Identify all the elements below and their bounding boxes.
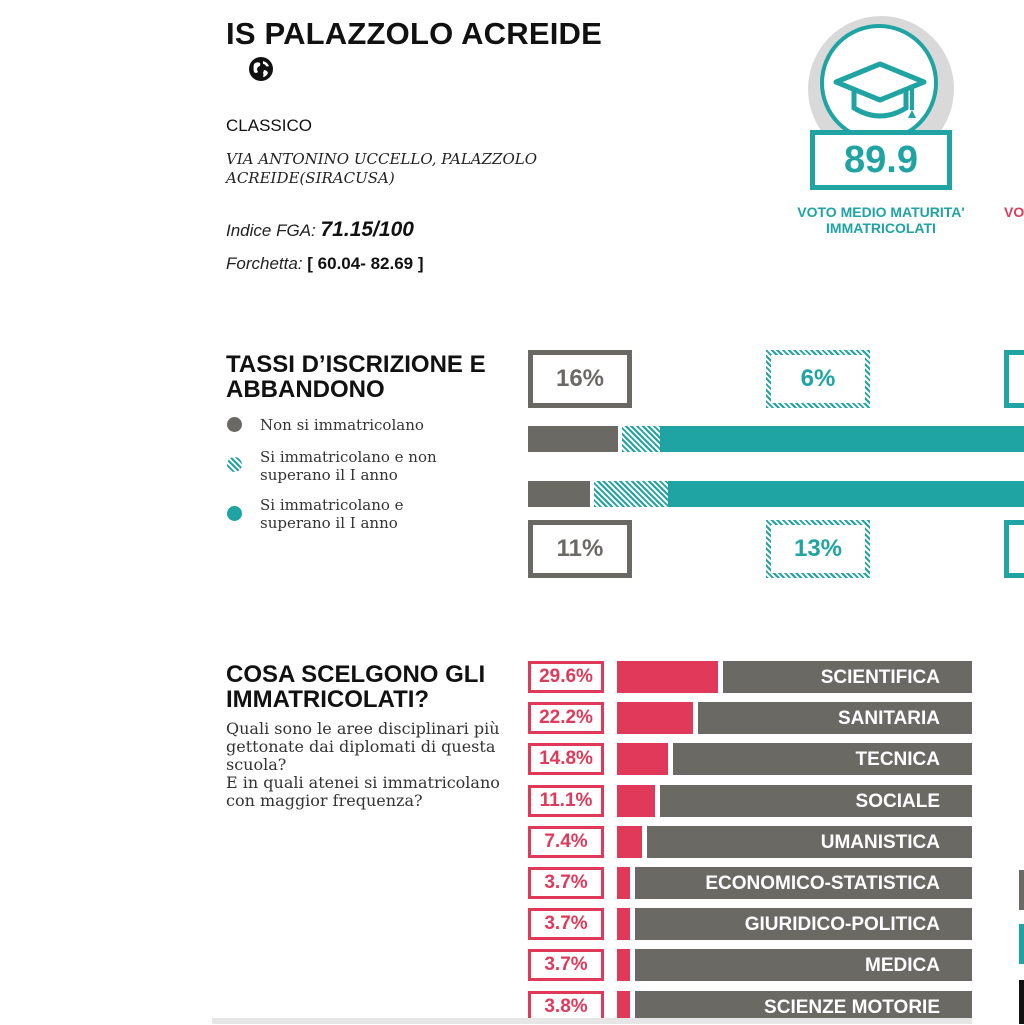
scelte-description: Quali sono le aree disciplinari più gettonate dai diplomati di questa scuola? E in quali atenei si immatricolano con maggior frequenza? (226, 719, 500, 810)
bar-segment-non-immatricolati (528, 481, 590, 507)
forchetta (226, 254, 424, 274)
category-label[interactable]: GIURIDICO-POLITICA (635, 908, 972, 940)
bottom-divider (212, 1018, 972, 1024)
category-label[interactable]: TECNICA (673, 743, 972, 775)
category-label[interactable]: MEDICA (635, 949, 972, 981)
category-pct: 3.7% (528, 867, 604, 899)
fga-label: Indice FGA: (226, 221, 316, 240)
category-label[interactable]: SANITARIA (698, 702, 972, 734)
bottom-abbandono-box (766, 520, 870, 578)
voto-medio-label: VOTO MEDIO MATURITA' IMMATRICOLATI (797, 204, 965, 236)
graduation-cap-icon (828, 58, 932, 128)
scelte-title: COSA SCELGONO GLI IMMATRICOLATI? (226, 661, 486, 713)
category-share-bar (617, 743, 668, 775)
bar-segment-abbandono (594, 481, 668, 507)
category-share-bar (617, 908, 630, 940)
fga-index (226, 218, 414, 242)
bar-segment-superano (668, 481, 1024, 507)
bar-segment-abbandono (622, 426, 660, 452)
category-pct: 3.8% (528, 991, 604, 1023)
school-address: VIA ANTONINO UCCELLO, PALAZZOLO ACREIDE(SIRACUSA) (226, 150, 538, 187)
edge-marker-teal (1019, 924, 1024, 964)
forchetta-label: Forchetta: (226, 254, 303, 273)
legend-label: Non si immatricolano (260, 416, 424, 434)
category-pct: 11.1% (528, 785, 604, 817)
top-abbandono-box (766, 350, 870, 408)
category-label[interactable]: UMANISTICA (647, 826, 972, 858)
fga-value: 71.15/100 (320, 218, 414, 241)
legend-label: Si immatricolano e non superano il I anno (260, 448, 437, 484)
top-rate-bar (528, 426, 1024, 452)
category-share-bar (617, 949, 630, 981)
category-share-bar (617, 826, 642, 858)
category-label[interactable]: SCIENTIFICA (723, 661, 972, 693)
category-label[interactable]: SOCIALE (660, 785, 972, 817)
category-pct: 3.7% (528, 949, 604, 981)
bottom-third-box-edge (1004, 520, 1024, 578)
category-pct: 3.7% (528, 908, 604, 940)
top-abbandono-pct: 6% (771, 355, 865, 403)
category-share-bar (617, 661, 718, 693)
legend-dot-grey (227, 417, 242, 432)
next-stat-label: VO (1004, 204, 1024, 220)
legend-label: Si immatricolano e superano il I anno (260, 496, 404, 532)
category-pct: 29.6% (528, 661, 604, 693)
category-share-bar (617, 702, 693, 734)
category-label[interactable]: SCIENZE MOTORIE (635, 991, 972, 1023)
forchetta-value: [ 60.04- 82.69 ] (307, 254, 424, 273)
edge-marker-black (1019, 980, 1024, 1024)
edge-marker-grey (1019, 870, 1024, 910)
bar-segment-non-immatricolati (528, 426, 618, 452)
bottom-abbandono-pct: 13% (771, 525, 865, 573)
bar-segment-superano (660, 426, 1024, 452)
voto-medio-value: 89.9 (810, 130, 952, 190)
tassi-title: TASSI D’ISCRIZIONE E ABBANDONO (226, 351, 486, 403)
category-share-bar (617, 785, 655, 817)
bottom-rate-bar (528, 481, 1024, 507)
category-label[interactable]: ECONOMICO-STATISTICA (635, 867, 972, 899)
legend-dot-hatched (227, 457, 242, 472)
top-non-immatricolati-pct: 16% (528, 350, 632, 408)
legend-dot-teal (227, 506, 242, 521)
category-pct: 14.8% (528, 743, 604, 775)
category-pct: 22.2% (528, 702, 604, 734)
top-third-box-edge (1004, 350, 1024, 408)
globe-icon[interactable] (248, 56, 274, 82)
school-name: IS PALAZZOLO ACREIDE (226, 16, 602, 51)
category-share-bar (617, 867, 630, 899)
category-pct: 7.4% (528, 826, 604, 858)
school-type: CLASSICO (226, 116, 312, 135)
bottom-non-immatricolati-pct: 11% (528, 520, 632, 578)
